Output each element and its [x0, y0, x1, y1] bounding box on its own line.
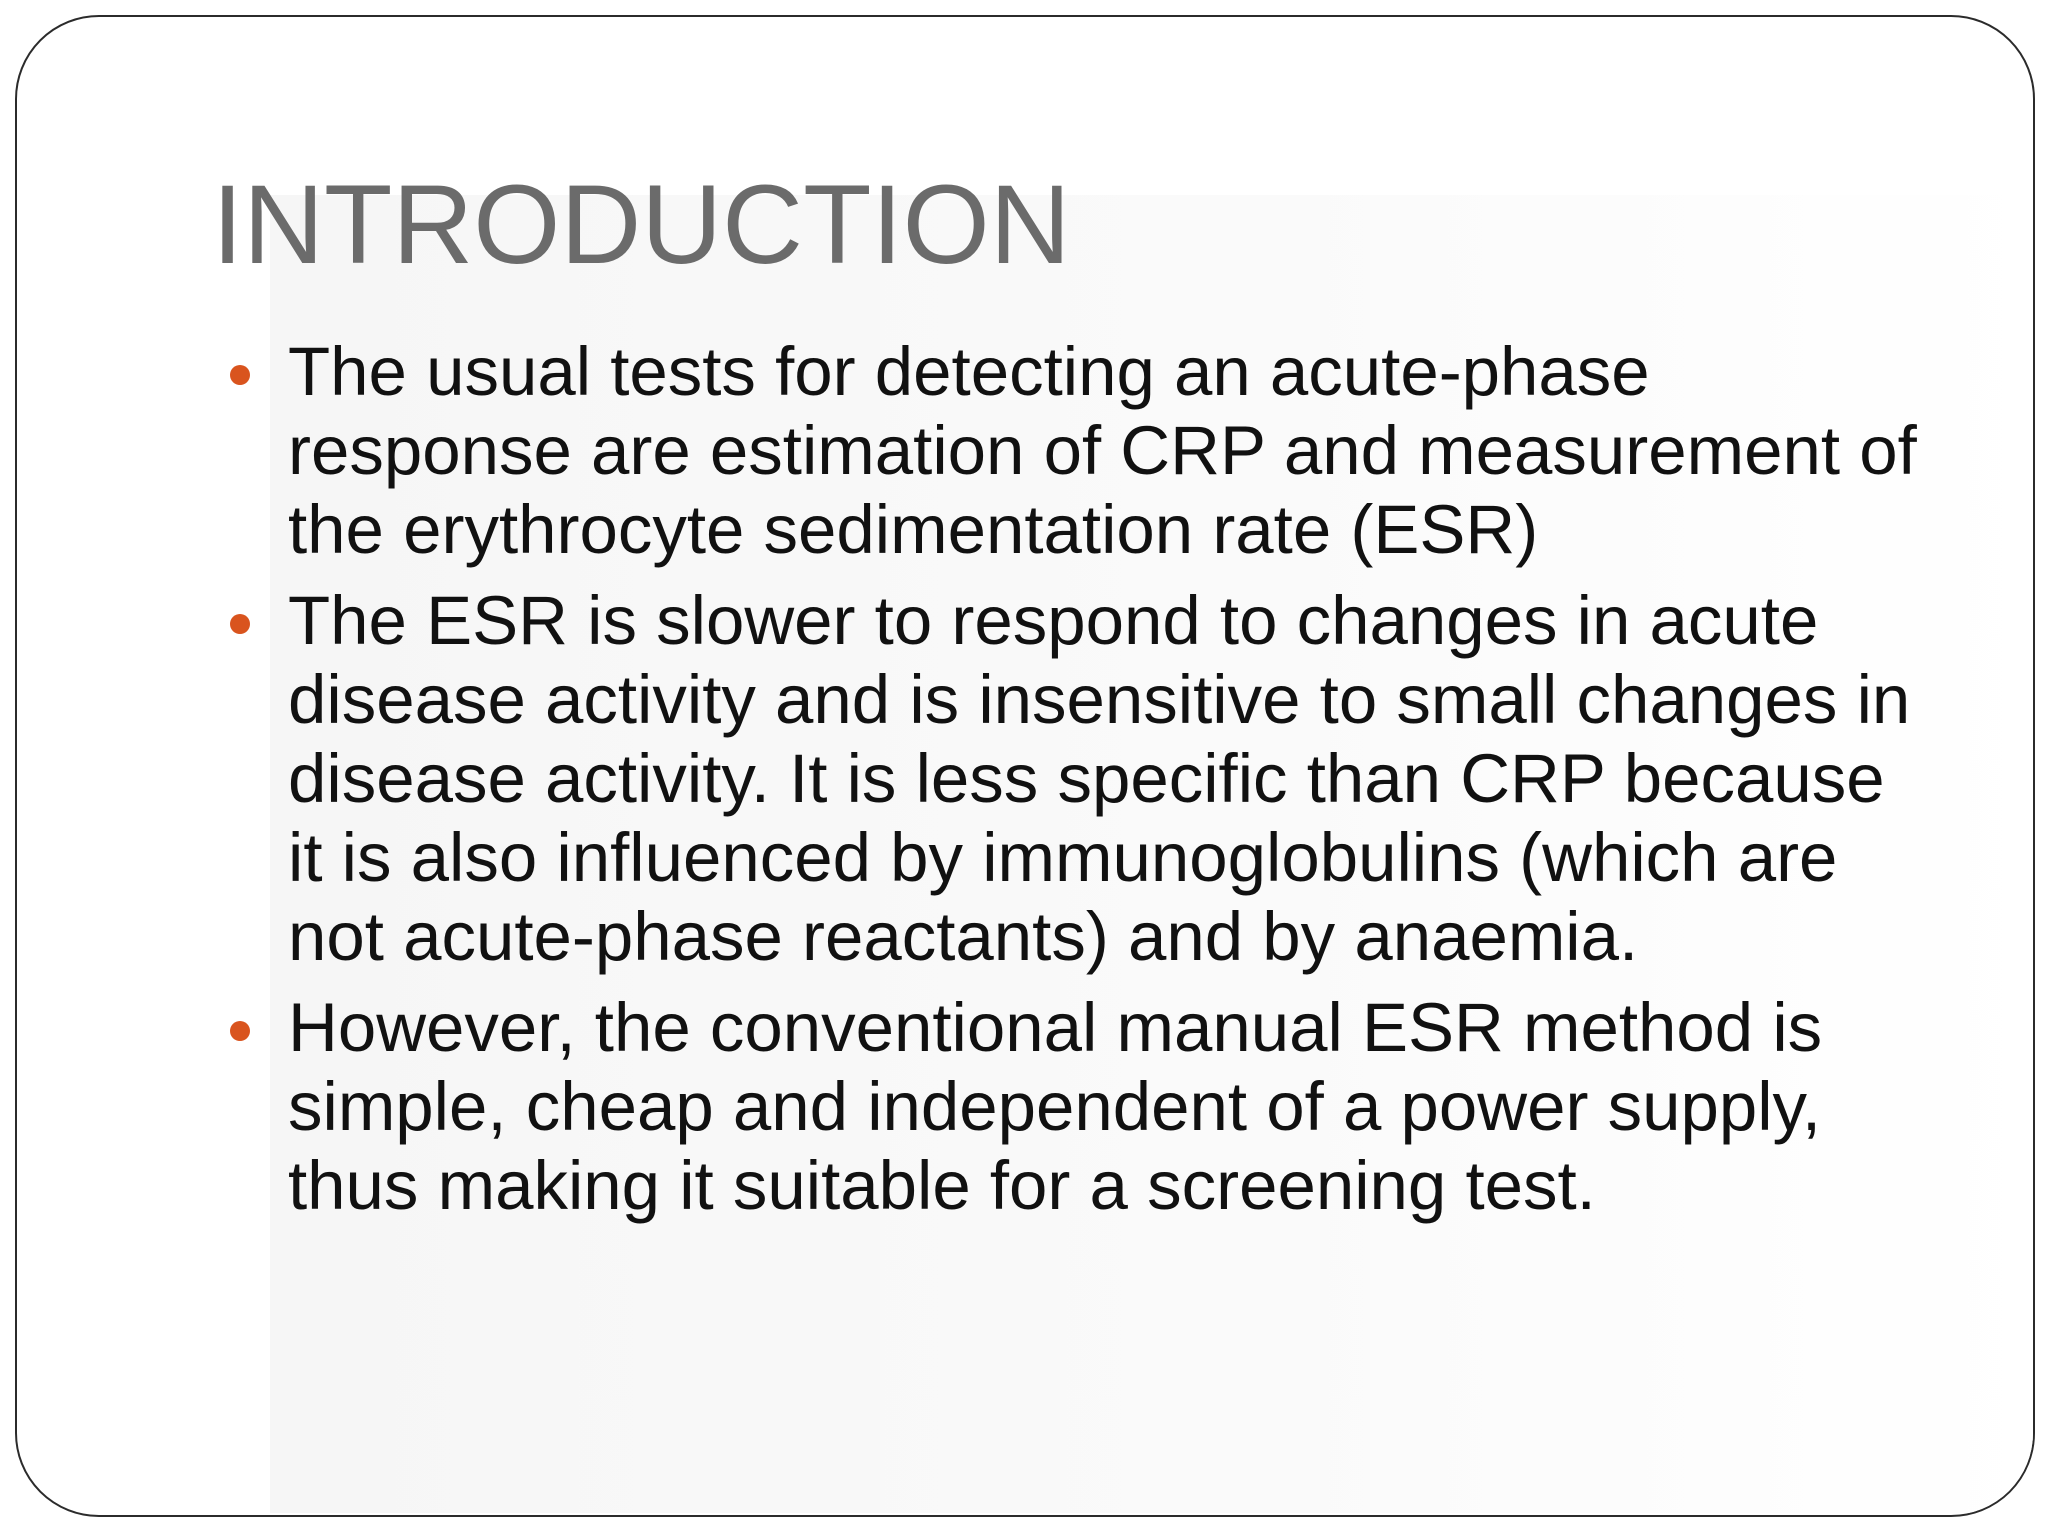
- bullet-item: [230, 581, 1930, 976]
- bullet-dot-icon: [230, 365, 250, 385]
- slide-title: INTRODUCTION: [212, 162, 1071, 287]
- bullet-dot-icon: [230, 614, 250, 634]
- bullet-dot-icon: [230, 1021, 250, 1041]
- bullet-text: The usual tests for detecting an acute-phase response are estimation of CRP and measurement of the erythrocyte sedimentation rate (ESR): [288, 333, 1917, 568]
- bullet-item: [230, 988, 1930, 1225]
- bullet-item: [230, 332, 1930, 569]
- bullet-list: [230, 332, 1930, 1237]
- bullet-text: The ESR is slower to respond to changes in acute disease activity and is insensitive to small changes in disease activity. It is less specific than CRP because it is also influenced by immunoglobulins (which are not acute-phase reactants) and by anaemia.: [288, 582, 1911, 975]
- bullet-text: However, the conventional manual ESR method is simple, cheap and independent of a power supply, thus making it suitable for a screening test.: [288, 989, 1823, 1224]
